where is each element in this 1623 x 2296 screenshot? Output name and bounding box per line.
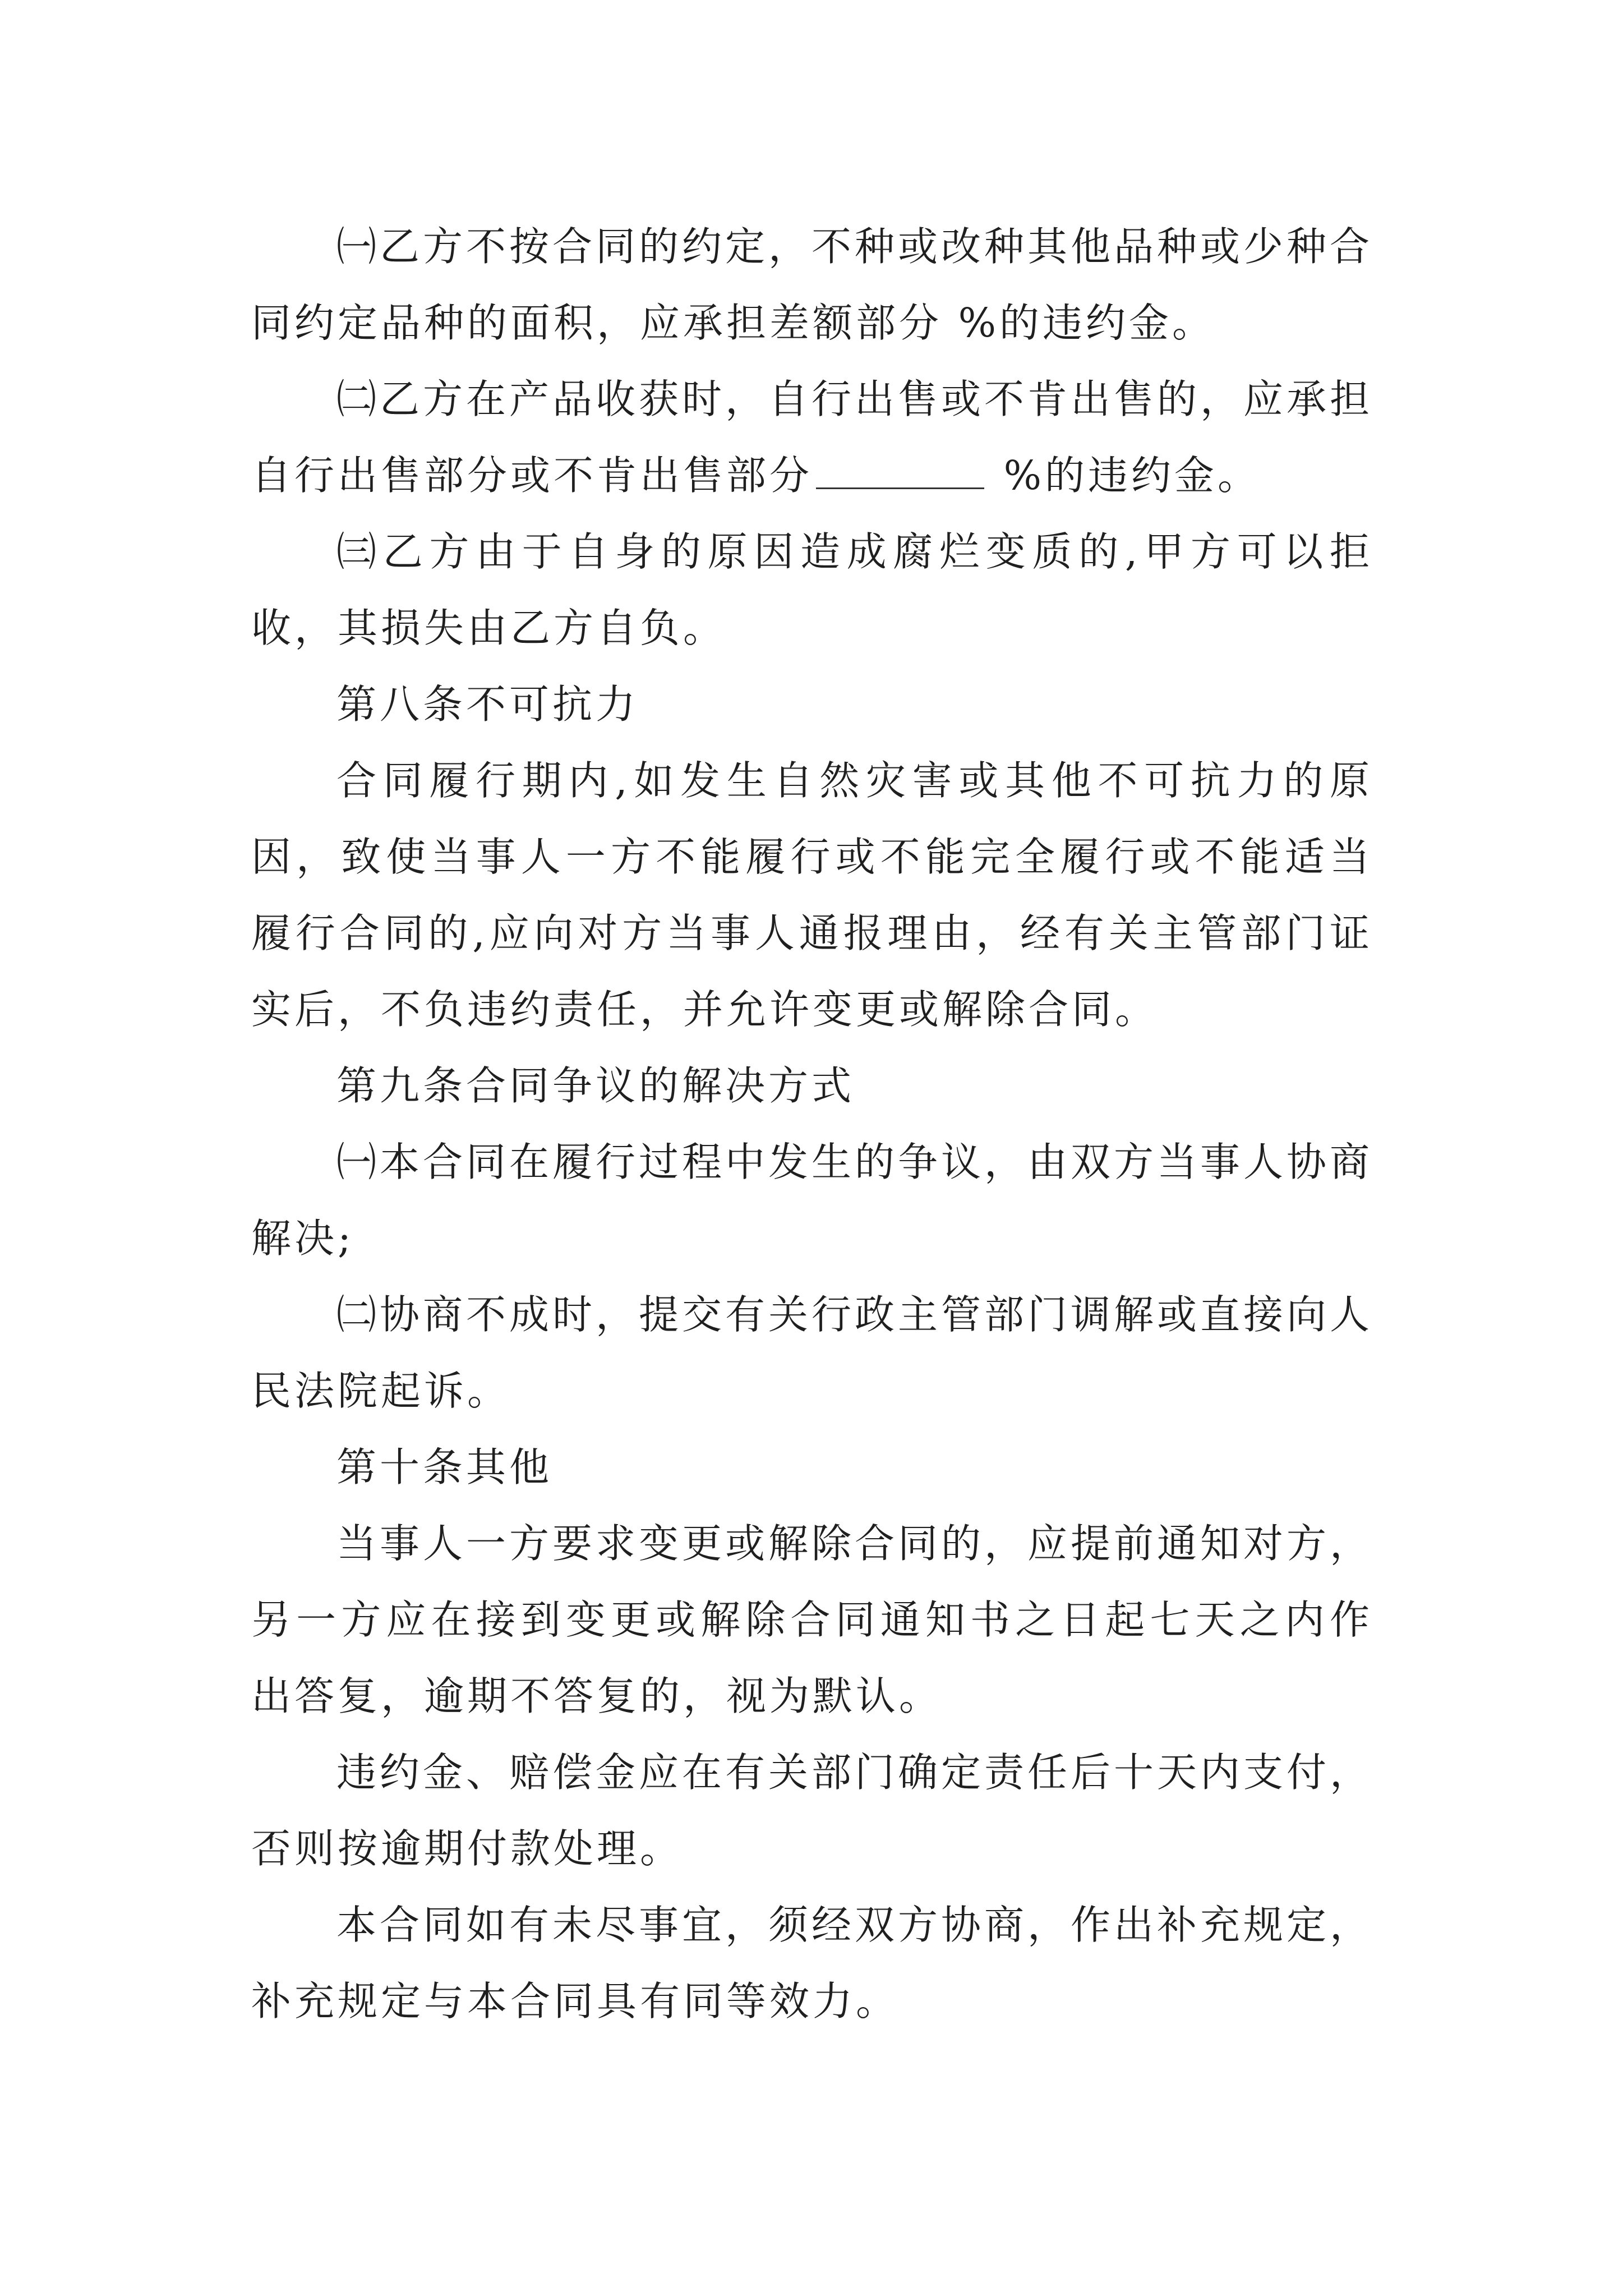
section-heading-8: 第八条不可抗力	[336, 681, 639, 728]
clause-10-para-2: 违约金、赔偿金应在有关部门确定责任后十天内支付，否则按逾期付款处理。	[251, 1749, 1373, 1872]
clause-7-item-3: ㈢乙方由于自身的原因造成腐烂变质的,甲方可以拒收，其损失由乙方自负。	[251, 528, 1373, 651]
document-body	[251, 209, 1373, 2040]
clause-9-item-1: ㈠本合同在履行过程中发生的争议，由双方当事人协商解决;	[251, 1139, 1373, 1262]
clause-7-item-1: ㈠乙方不按合同的约定，不种或改种其他品种或少种合同约定品种的面积，应承担差额部分 %的违约金。	[251, 223, 1373, 346]
clause-7-item-2-suffix: %的违约金。	[988, 452, 1261, 499]
clause-7-item-2	[251, 361, 1373, 514]
section-heading-9: 第九条合同争议的解决方式	[336, 1062, 855, 1109]
clause-9-item-2: ㈡协商不成时，提交有关行政主管部门调解或直接向人民法院起诉。	[251, 1291, 1373, 1414]
clause-7-item-2-text: ㈡乙方在产品收获时，自行出售或不肯出售的，应承担自行出售部分或不肯出售部分	[251, 376, 1373, 499]
clause-10-para-3: 本合同如有未尽事宜，须经双方协商，作出补充规定，补充规定与本合同具有同等效力。	[251, 1902, 1373, 2024]
clause-10-para-1: 当事人一方要求变更或解除合同的，应提前通知对方，另一方应在接到变更或解除合同通知书之日起七天之内作出答复，逾期不答复的，视为默认。	[251, 1520, 1373, 1719]
clause-8-text: 合同履行期内,如发生自然灾害或其他不可抗力的原因，致使当事人一方不能履行或不能完全履行或不能适当履行合同的,应向对方当事人通报理由，经有关主管部门证实后，不负违约责任，并允许变更或解除合同。	[251, 757, 1373, 1033]
section-heading-10: 第十条其他	[336, 1444, 553, 1490]
blank-line	[816, 454, 984, 489]
